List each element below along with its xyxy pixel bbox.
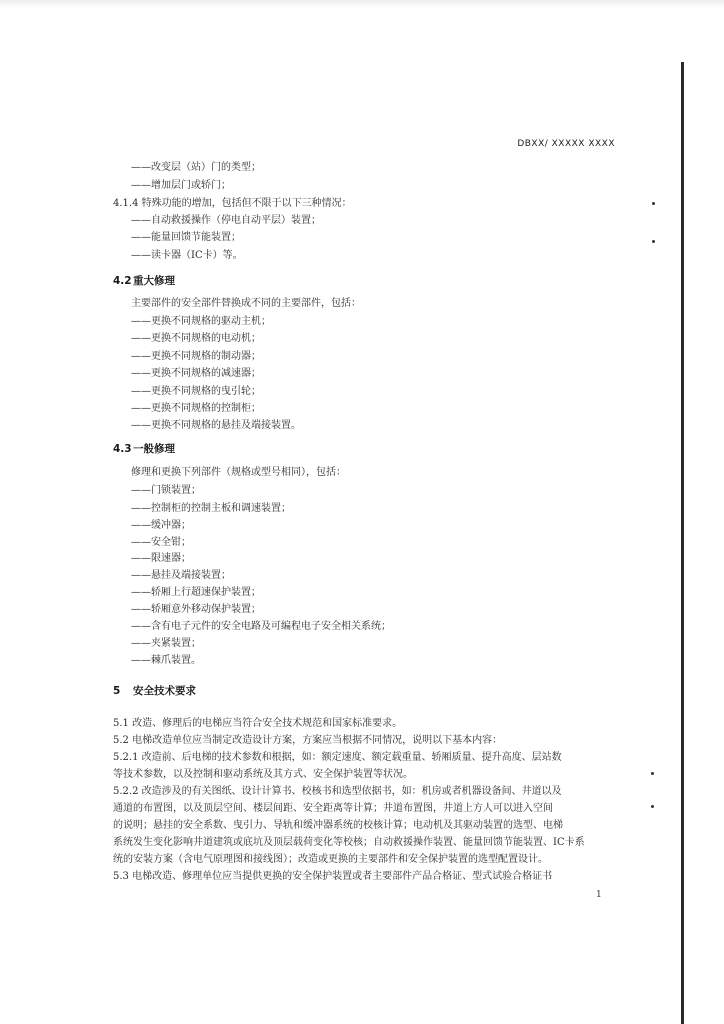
clause-5-1: 5.1 改造、修理后的电梯应当符合安全技术规范和国家标准要求。 — [113, 718, 403, 729]
clause-5-2-1: 5.2.1 改造前、后电梯的技术参数和根据，如：额定速度、额定载重量、轿厢质量、提升高度、层站数 — [113, 752, 562, 763]
list-item: ——更换不同规格的驱动主机； — [131, 316, 271, 327]
list-item: ——轿厢上行超速保护装置； — [131, 587, 261, 598]
clause-4-1-4: 4.1.4 特殊功能的增加，包括但不限于以下三种情况： — [113, 198, 352, 209]
scan-speck — [651, 772, 654, 775]
list-item: ——夹紧装置； — [131, 638, 201, 649]
section-title: 一般修理 — [133, 443, 175, 455]
section-heading-4-2 — [113, 275, 175, 287]
section-heading-4-3 — [113, 443, 175, 455]
paragraph-line: 等技术参数，以及控制和驱动系统及其方式、安全保护装置等状况。 — [113, 769, 413, 780]
scan-speck — [651, 805, 654, 808]
document-code: DBXX/ XXXXX XXXX — [517, 139, 615, 149]
paragraph-line: 的说明；悬挂的安全系数、曳引力、导轨和缓冲器系统的校核计算；电动机及其驱动装置的选型、电梯 — [113, 820, 563, 831]
list-item: ——缓冲器； — [131, 520, 191, 531]
list-item: ——自动救援操作（停电自动平层）装置； — [131, 215, 321, 226]
clause-5-3: 5.3 电梯改造、修理单位应当提供更换的安全保护装置或者主要部件产品合格证、型式试验合格证书 — [113, 871, 553, 882]
list-item: ——含有电子元件的安全电路及可编程电子安全相关系统； — [131, 621, 391, 632]
list-item: ——读卡器（IC卡）等。 — [131, 250, 243, 261]
section-number: 4.2 — [113, 275, 132, 287]
clause-5-2-2: 5.2.2 改造涉及的有关图纸、设计计算书、校核书和选型依据书，如：机房或者机器设备间、井道以及 — [113, 786, 562, 797]
section-intro: 修理和更换下列部件（规格或型号相同），包括： — [131, 467, 346, 478]
page-number: 1 — [596, 890, 602, 900]
list-item: ——更换不同规格的电动机； — [131, 333, 261, 344]
scan-speck — [652, 240, 655, 243]
section-number: 5 — [113, 685, 121, 697]
list-item: ——控制柜的控制主板和调速装置； — [131, 503, 291, 514]
list-item: ——更换不同规格的悬挂及端接装置。 — [131, 420, 301, 431]
section-intro: 主要部件的安全部件替换成不同的主要部件，包括： — [131, 298, 361, 309]
list-item: ——更换不同规格的制动器； — [131, 351, 261, 362]
list-item: ——更换不同规格的控制柜； — [131, 403, 261, 414]
page-edge-line — [681, 62, 684, 1024]
list-item: ——改变层（站）门的类型； — [131, 162, 261, 173]
list-item: ——能量回馈节能装置； — [131, 232, 241, 243]
list-item: ——更换不同规格的减速器； — [131, 368, 261, 379]
list-item: ——增加层门或轿门； — [131, 180, 231, 191]
section-title: 重大修理 — [133, 275, 175, 287]
list-item: ——安全钳； — [131, 537, 191, 548]
scan-speck — [652, 202, 655, 205]
paragraph-line: 通道的布置图，以及顶层空间、楼层间距、安全距离等计算；井道布置图，井道上方人可以进入空间 — [113, 803, 553, 814]
paragraph-line: 系统发生变化影响井道建筑或底坑及顶层载荷变化等校核；自动救援操作装置、能量回馈节能装置、IC卡系 — [113, 837, 585, 848]
section-heading-5 — [113, 685, 196, 697]
list-item: ——更换不同规格的曳引轮； — [131, 386, 261, 397]
list-item: ——棘爪装置。 — [131, 655, 201, 666]
list-item: ——悬挂及端接装置； — [131, 570, 231, 581]
section-number: 4.3 — [113, 443, 132, 455]
list-item: ——轿厢意外移动保护装置； — [131, 604, 261, 615]
clause-5-2: 5.2 电梯改造单位应当制定改造设计方案，方案应当根据不同情况，说明以下基本内容： — [113, 735, 503, 746]
list-item: ——限速器； — [131, 553, 191, 564]
list-item: ——门锁装置； — [131, 485, 201, 496]
page-edge-shadow — [0, 0, 724, 8]
section-title: 安全技术要求 — [133, 685, 196, 697]
paragraph-line: 统的安装方案（含电气原理图和接线图）；改造或更换的主要部件和安全保护装置的选型配置设计。 — [113, 854, 548, 865]
